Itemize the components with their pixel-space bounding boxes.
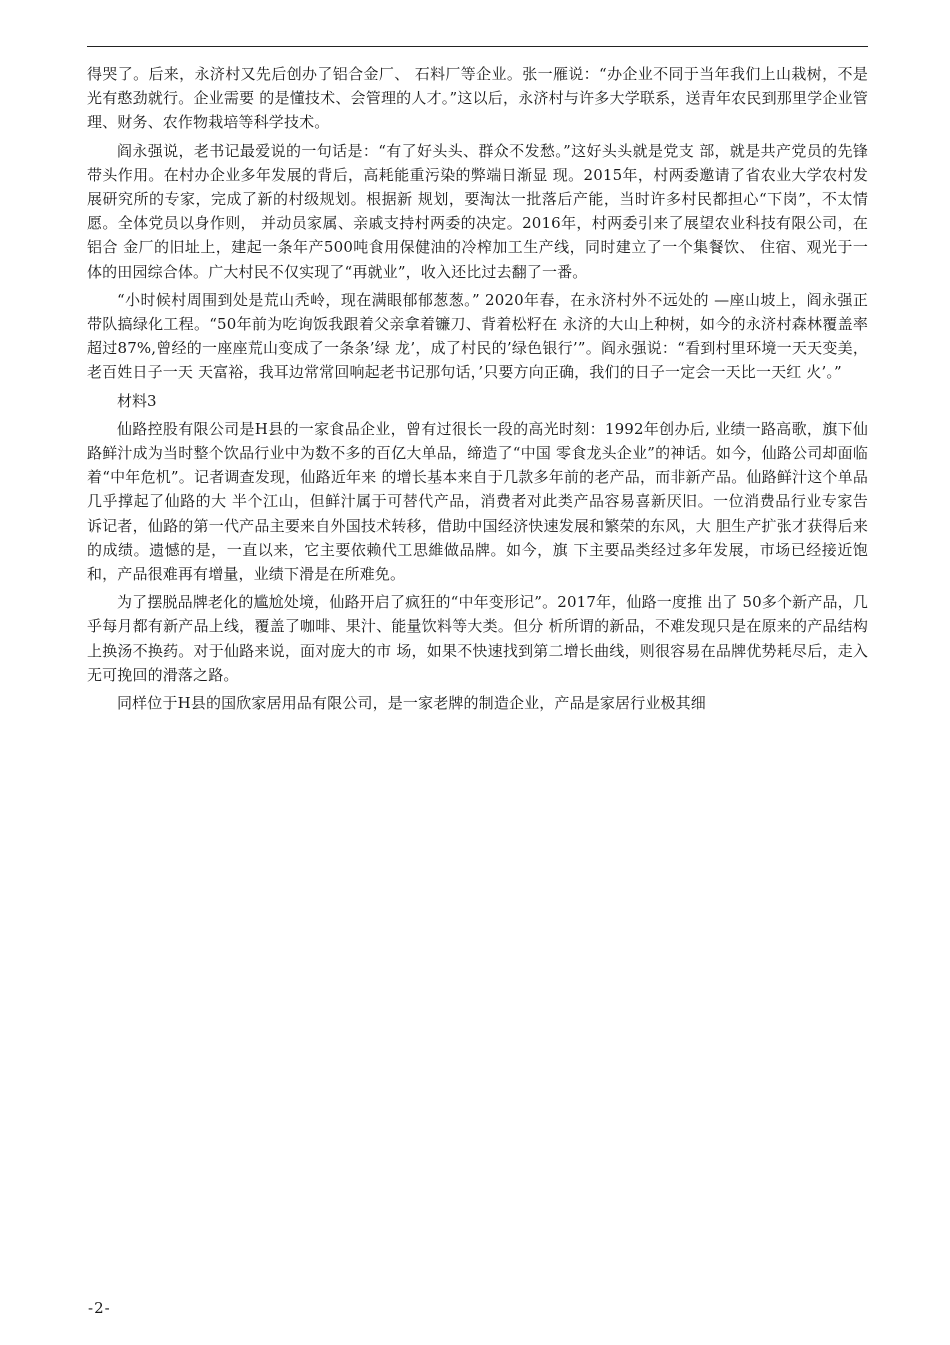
page-number: -2- xyxy=(88,1299,111,1317)
paragraph-continuation: 得哭了。后来，永济村又先后创办了铝合金厂、 石料厂等企业。张一雁说：“办企业不同于当年我们上山栽树，不是光有憨劲就行。企业需要 的是懂技术、会管理的人才。”这以后，永济村与许多大学联系，送青年农民到那里学企业管 理、财务、农作物栽培等科学技术。 xyxy=(87,65,868,132)
header-rule xyxy=(87,46,868,47)
paragraph-guoxin-company: 同样位于H县的国欣家居用品有限公司，是一家老牌的制造企业，产品是家居行业极其细 xyxy=(117,694,706,713)
paragraph-xianlu-company: 仙路控股有限公司是H县的一家食品企业，曾有过很长一段的高光时刻：1992年创办后, 业绩一路高歌，旗下仙路鲜汁成为当时整个饮品行业中为数不多的百亿大单品，缔造了“中国 零食龙头企业”的神话。如今，仙路公司却面临着“中年危机”。记者调查发现，仙路近年来 的增长基本来自于几款多年前的老产品，而非新产品。仙路鲜汁这个单品几乎撑起了仙路的大 半个江山，但鲜汁属于可替代产品，消费者对此类产品容易喜新厌旧。一位消费品行业专家告 诉记者，仙路的第一代产品主要来自外国技术转移，借助中国经济快速发展和繁荣的东风，大 胆生产扩张才获得后来的成绩。遗憾的是，一直以来，它主要依赖代工思維做品牌。如今，旗 下主要品类经过多年发展，市场已经接近饱和，产品很难再有增量，业绩下滑是在所难免。 xyxy=(87,419,868,584)
document-body xyxy=(87,62,868,719)
paragraph-greening: “小时候村周围到处是荒山秃岭，现在满眼郁郁葱葱。” 2020年春，在永济村外不远处的 —座山坡上，阎永强正带队搞绿化工程。“50年前为吃询饭我跟着父亲拿着镰刀、背着松籽在 永济的大山上种树，如今的永济村森林覆盖率超过87%,曾经的一座座荒山变成了一条条’绿 龙’，成了村民的’绿色银行’”。阎永强说：“看到村里环境一天天变美，老百姓日子一天 天富裕，我耳边常常回响起老书记那句话，’只要方向正确，我们的日子一定会一天比一天红 火’。” xyxy=(87,290,868,382)
section-heading-material-3: 材料3 xyxy=(117,391,157,410)
paragraph-xianlu-transformation: 为了摆脱品牌老化的尴尬处境，仙路开启了疯狂的“中年变形记”。2017年，仙路一度推 出了 50多个新产品，几乎每月都有新产品上线，覆盖了咖啡、果汁、能量饮料等大类。但分 析所谓的新品，不难发现只是在原来的产品结构上换汤不换药。对于仙路来说，面对庞大的市 场，如果不快速找到第二增长曲线，则很容易在品牌优势耗尽后，走入无可挽回的滑落之路。 xyxy=(87,593,868,684)
paragraph-party-leadership: 阎永强说，老书记最爱说的一句话是：“有了好头头、群众不发愁。”这好头头就是党支 部，就是共产党员的先锋带头作用。在村办企业多年发展的背后，高耗能重污染的弊端日渐显 现。2015年，村两委邀请了省农业大学农村发展研究所的专家，完成了新的村级规划。根据新 规划，要淘汰一批落后产能，当时许多村民都担心“下岗”，不太情愿。全体党员以身作则， 并动员家属、亲戚支持村两委的决定。2016年，村两委引来了展望农业科技有限公司，在铝合 金厂的旧址上，建起一条年产500吨食用保健油的冷榨加工生产线，同时建立了一个集餐饮、 住宿、观光于一体的田园综合体。广大村民不仅实现了“再就业”，收入还比过去翻了一番。 xyxy=(87,141,868,281)
